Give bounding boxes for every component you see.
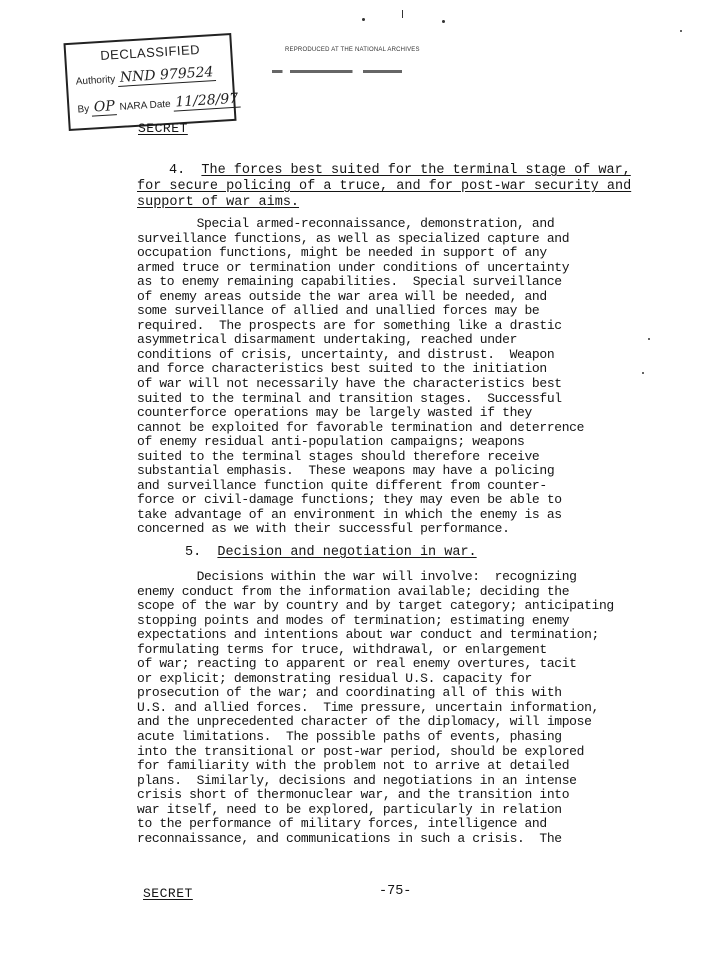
text-line: and surveillance function quite different from counter- (137, 477, 547, 493)
stamp-authority-row (75, 64, 216, 89)
text-line: asymmetrical disarmament undertaking, reached under (137, 332, 518, 348)
text-line: of war; reacting to apparent or real enemy overtures, tacit (137, 656, 577, 672)
text-line: and force characteristics best suited to the initiation (137, 361, 547, 377)
scan-speck (362, 18, 365, 21)
section-4-heading-line-1: The forces best suited for the terminal stage of war, (201, 163, 631, 178)
section-5-heading-text: Decision and negotiation in war. (217, 545, 477, 560)
section-4-heading-line-2: for secure policing of a truce, and for post-war security and (137, 179, 632, 194)
classification-marking-bottom: SECRET (143, 886, 193, 901)
text-line: Decisions within the war will involve: recognizing (137, 569, 577, 584)
archive-mark-line (272, 70, 402, 73)
section-5-body (137, 570, 614, 846)
text-line: armed truce or termination under conditions of uncertainty (137, 259, 570, 275)
text-line: surveillance functions, as well as specialized capture and (137, 230, 570, 246)
text-line: into the transitional or post-war period, should be explored (137, 743, 585, 759)
stamp-by-row (77, 91, 241, 117)
text-line: force or civil-damage functions; they may even be able to (137, 492, 562, 508)
stamp-date-value: 11/28/97 (173, 91, 241, 112)
section-4-number: 4. (169, 163, 186, 178)
text-line: conditions of crisis, uncertainty, and distrust. Weapon (137, 346, 555, 362)
text-line: reconnaissance, and communications in such a crisis. The (137, 830, 562, 846)
section-5-heading (137, 545, 657, 561)
stamp-authority-label: Authority (75, 74, 116, 88)
text-line: or explicit; demonstrating residual U.S. capacity for (137, 670, 532, 686)
stamp-by-value: OP (91, 98, 117, 116)
text-line: suited to the terminal and transition stages. Successful (137, 390, 562, 406)
archive-reproduction-note: REPRODUCED AT THE NATIONAL ARCHIVES (285, 47, 420, 53)
classification-marking-top: SECRET (138, 121, 188, 136)
text-line: occupation functions, might be needed in support of any (137, 245, 547, 261)
text-line: of enemy areas outside the war area will be needed, and (137, 288, 547, 304)
text-line: as to enemy remaining capabilities. Special surveillance (137, 274, 562, 290)
text-line: counterforce operations may be largely wasted if they (137, 405, 532, 421)
text-line: scope of the war by country and by target category; anticipating (137, 598, 614, 614)
scan-speck (680, 30, 682, 32)
text-line: required. The prospects are for something like a drastic (137, 317, 562, 333)
text-line: substantial emphasis. These weapons may have a policing (137, 463, 555, 479)
text-line: of war will not necessarily have the characteristics best (137, 376, 562, 392)
text-line: suited to the terminal stages should therefore receive (137, 448, 540, 464)
text-line: prosecution of the war; and coordinating all of this with (137, 685, 562, 701)
stamp-authority-value: NND 979524 (117, 64, 215, 87)
text-line: and the unprecedented character of the diplomacy, will impose (137, 714, 592, 730)
section-4-heading (137, 163, 657, 211)
text-line: plans. Similarly, decisions and negotiations in an intense (137, 772, 577, 788)
text-line: take advantage of an environment in which the enemy is as (137, 506, 562, 522)
stamp-nara-date-label: NARA Date (119, 98, 172, 113)
text-line: acute limitations. The possible paths of events, phasing (137, 729, 562, 745)
section-4-heading-line-3: support of war aims. (137, 195, 300, 210)
scan-speck (442, 20, 445, 23)
text-line: for familiarity with the problem not to arrive at detailed (137, 758, 570, 774)
scan-speck (648, 338, 650, 340)
scan-speck (402, 10, 403, 18)
text-line: expectations and intentions about war conduct and termination; (137, 627, 599, 643)
text-line: war itself, need to be explored, particularly in relation (137, 801, 562, 817)
declassification-stamp (63, 33, 239, 131)
scan-speck (642, 372, 644, 374)
text-line: to the performance of military forces, intelligence and (137, 816, 547, 832)
text-line: cannot be exploited for favorable termination and deterrence (137, 419, 585, 435)
text-line: enemy conduct from the information available; deciding the (137, 583, 570, 599)
text-line: stopping points and modes of termination; estimating enemy (137, 612, 570, 628)
text-line: crisis short of thermonuclear war, and the transition into (137, 787, 570, 803)
text-line: of enemy residual anti-population campaigns; weapons (137, 434, 525, 450)
page-number: -75- (379, 884, 412, 899)
text-line: formulating terms for truce, withdrawal, or enlargement (137, 641, 547, 657)
section-4-body (137, 217, 584, 537)
stamp-by-label: By (77, 103, 90, 116)
text-line: U.S. and allied forces. Time pressure, uncertain information, (137, 699, 599, 715)
stamp-title: DECLASSIFIED (99, 41, 201, 63)
text-line: Special armed-reconnaissance, demonstration, and (137, 216, 555, 231)
text-line: concerned as we with their successful performance. (137, 521, 510, 537)
text-line: some surveillance of allied and unallied forces may be (137, 303, 540, 319)
section-5-number: 5. (185, 545, 202, 560)
